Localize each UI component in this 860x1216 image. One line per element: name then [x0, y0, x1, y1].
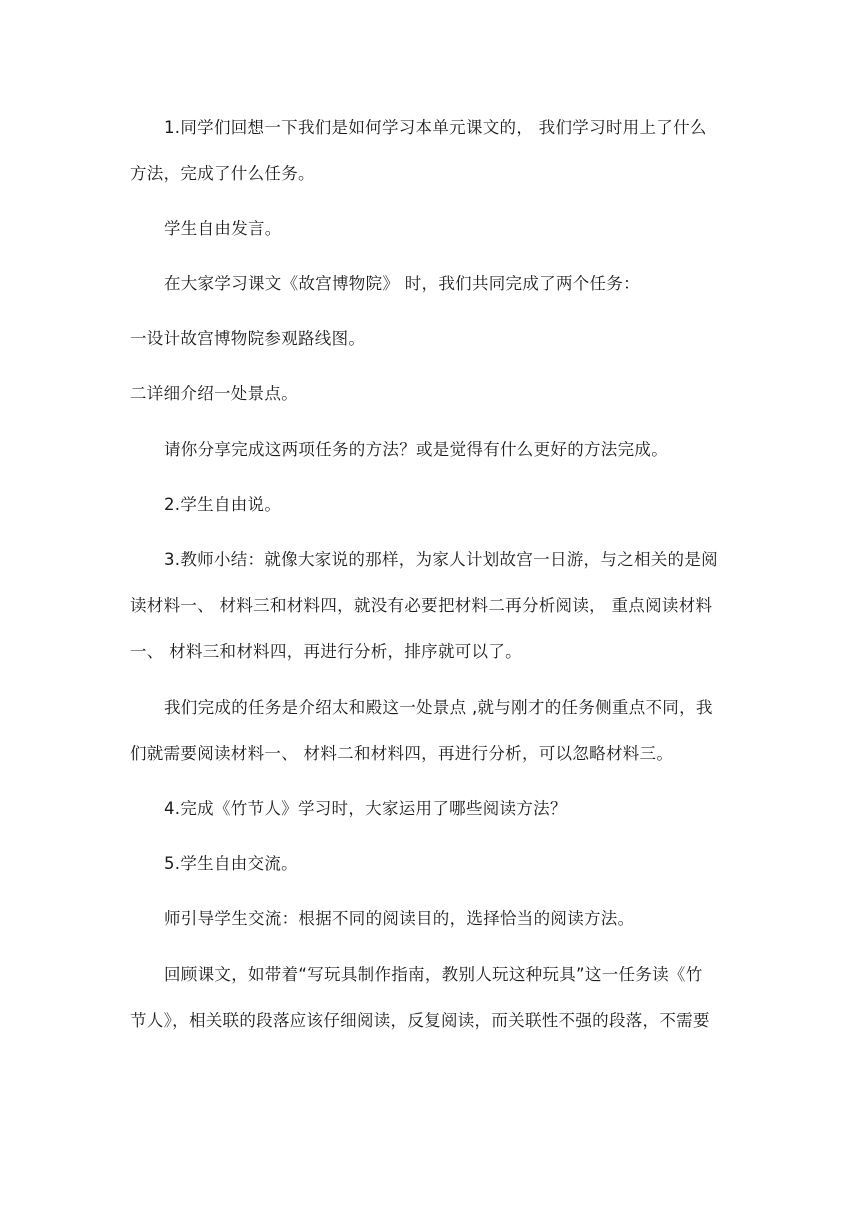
- paragraph-line: 学生自由发言。: [164, 219, 282, 238]
- paragraph-line: 3.教师小结：就像大家说的那样，为家人计划故宫一日游，与之相关的是阅: [164, 550, 718, 569]
- paragraph-line: 二详细介绍一处景点。: [130, 384, 298, 403]
- paragraph-line: 回顾课文，如带着“写玩具制作指南，教别人玩这种玩具”这一任务读《竹: [164, 965, 703, 984]
- paragraph-line: 节人》，相关联的段落应该仔细阅读，反复阅读，而关联性不强的段落，不需要: [130, 1011, 710, 1030]
- paragraph-line: 方法，完成了什么任务。: [130, 164, 315, 183]
- paragraph-line: 师引导学生交流：根据不同的阅读目的，选择恰当的阅读方法。: [164, 909, 635, 928]
- paragraph-line: 2.学生自由说。: [164, 495, 282, 514]
- paragraph-line: 在大家学习课文《故宫博物院》 时，我们共同完成了两个任务：: [164, 274, 640, 293]
- paragraph-line: 4.完成《竹节人》学习时，大家运用了哪些阅读方法？: [164, 799, 567, 818]
- paragraph-line: 请你分享完成这两项任务的方法？或是觉得有什么更好的方法完成。: [164, 440, 668, 459]
- paragraph-line: 5.学生自由交流。: [164, 854, 298, 873]
- paragraph-line: 我们完成的任务是介绍太和殿这一处景点 ,就与刚才的任务侧重点不同，我: [164, 698, 713, 717]
- paragraph-line: 1.同学们回想一下我们是如何学习本单元课文的， 我们学习时用上了什么: [164, 118, 707, 137]
- paragraph-line: 读材料一、 材料三和材料四，就没有必要把材料二再分析阅读， 重点阅读材料: [130, 596, 713, 615]
- paragraph-line: 一设计故宫博物院参观路线图。: [130, 329, 366, 348]
- paragraph-line: 一、 材料三和材料四，再进行分析，排序就可以了。: [130, 642, 522, 661]
- paragraph-line: 们就需要阅读材料一、 材料二和材料四，再进行分析，可以忽略材料三。: [130, 744, 674, 763]
